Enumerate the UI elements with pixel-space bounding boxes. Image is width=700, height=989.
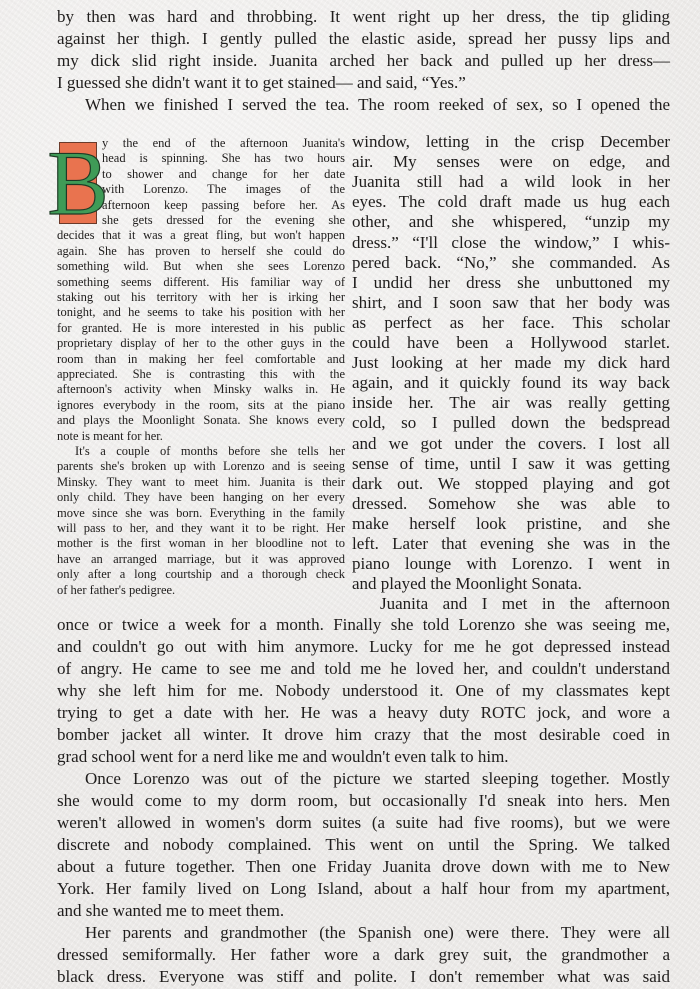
right-column-line: as perfect as her face. This scholar xyxy=(352,312,670,332)
sidebar-text-line: to shower and change for her date xyxy=(102,166,345,181)
sidebar-text-line: room than in making her feel comfortable and xyxy=(57,351,345,366)
sidebar-text-line: parents she's broken up with Lorenzo and is seeing xyxy=(57,459,345,474)
right-column-line: piano lounge with Lorenzo. I went in xyxy=(352,554,670,574)
bottom-text-line: dressed semiformally. Her father wore a dark grey suit, the grandmother a xyxy=(57,945,670,964)
sidebar-text-line: of her father's pedigree. xyxy=(57,582,176,597)
right-column-line: pered back. “No,” she commanded. As xyxy=(352,252,670,272)
right-column-line: eyes. The cold draft made us hug each xyxy=(352,192,670,212)
right-column-line: dark out. We stopped playing and got xyxy=(352,473,670,493)
sidebar-text-line: appreciated. She is contrasting this with the xyxy=(57,367,345,381)
right-column-line: Juanita still had a wild look in her xyxy=(352,172,670,192)
sidebar-text-line: decides that it was a great fling, but won't happen xyxy=(57,228,345,243)
right-column-line: could have been a Hollywood starlet. xyxy=(352,333,670,352)
top-text-line: against her thigh. I gently pulled the elastic aside, spread her pussy lips and xyxy=(57,29,670,48)
sidebar-text-line: and plays the Moonlight Sonata. She knows every xyxy=(57,413,345,428)
sidebar-text-line: proprietary display of her to the other guys in the xyxy=(57,336,345,351)
right-column-line: other, and she whispered, “unzip my xyxy=(352,212,670,232)
bottom-text-line: Once Lorenzo was out of the picture we started sleeping together. Mostly xyxy=(85,769,670,788)
sidebar-text-line: note is meant for her. xyxy=(57,428,163,443)
top-text-line: I guessed she didn't want it to get stained— and said, “Yes.” xyxy=(57,73,466,92)
right-column-line: and played the Moonlight Sonata. xyxy=(352,574,582,594)
bottom-text-line: black dress. Everyone was stiff and polite. I don't remember what was said xyxy=(57,967,670,986)
bottom-text-line: why she left him for me. Nobody understood it. One of my classmates kept xyxy=(57,681,670,700)
right-column-line: left. Later that evening she was in the xyxy=(352,534,670,553)
sidebar-text-line: for granted. He is more interested in his public xyxy=(57,320,345,335)
right-column-line: Juanita and I met in the afternoon xyxy=(380,594,670,614)
right-column-line: make herself look pristine, and she xyxy=(352,513,670,533)
sidebar-text-line: something seems different. His familiar way of xyxy=(57,274,345,289)
bottom-text-line: trying to get a date with her. He was a heavy duty ROTC jock, and wore a xyxy=(57,703,670,722)
sidebar-text-line: only child. They have been hanging on her every xyxy=(57,490,345,505)
bottom-text-line: Her parents and grandmother (the Spanish one) were there. They were all xyxy=(85,923,670,942)
right-column-line: again, and it quickly found its way back xyxy=(352,373,670,393)
bottom-text-line: once or twice a week for a month. Finally she told Lorenzo she was seeing me, xyxy=(57,615,670,634)
sidebar-text-line: she gets dressed for the evening she xyxy=(102,213,345,227)
bottom-text-line: weren't allowed in women's dorm suites (a suite had five rooms), but we were xyxy=(57,813,670,832)
bottom-text-line: bomber jacket all winter. It drove him crazy that the most desirable coed in xyxy=(57,725,670,744)
sidebar-text-line: only after a long courtship and a thorough check xyxy=(57,567,345,582)
right-column-line: dressed. Somehow she was able to xyxy=(352,493,670,513)
sidebar-text-line: Minsky. They want to meet him. Juanita is their xyxy=(57,474,345,489)
sidebar-text-line: have an arranged marriage, but it was approved xyxy=(57,551,345,566)
sidebar-text-line: tonight, and he seems to take his position with her xyxy=(57,305,345,320)
sidebar-text-line: head is spinning. She has two hours xyxy=(102,151,345,166)
sidebar-text-line: ignores everybody in the room, sits at the piano xyxy=(57,397,345,412)
bottom-text-line: she would come to my dorm room, but occasionally I'd sneak into hers. Men xyxy=(57,791,670,810)
right-column-line: dress.” “I'll close the window,” I whis- xyxy=(352,232,670,252)
bottom-text-line: York. Her family lived on Long Island, about a half hour from my apartment, xyxy=(57,879,670,898)
right-column-line: cold, so I pulled down the bedspread xyxy=(352,413,670,433)
sidebar-text-line: move since she was born. Everything in the family xyxy=(57,505,345,520)
sidebar-text-line: with Lorenzo. The images of the xyxy=(102,182,345,197)
sidebar-text-line: afternoon's activity when Minsky walks in. He xyxy=(57,382,345,397)
top-text-line: my dick slid right inside. Juanita arched her back and pulled up her dress— xyxy=(57,51,670,70)
right-column-line: shirt, and I soon saw that her body was xyxy=(352,292,670,312)
sidebar-text-line: staking out his territory with her is irking her xyxy=(57,290,345,304)
right-column-line: and we got under the covers. I lost all xyxy=(352,433,670,453)
drop-cap-initial: B xyxy=(47,132,109,234)
bottom-text-line: of angry. He came to see me and told me he loved her, and couldn't understand xyxy=(57,659,670,678)
right-column-line: inside her. The air was really getting xyxy=(352,393,670,413)
sidebar-text-line: It's a couple of months before she tells her xyxy=(75,444,345,458)
sidebar-text-line: something wild. But when she sees Lorenzo xyxy=(57,259,345,274)
sidebar-text-line: will pass to her, and they want it to be right. Her xyxy=(57,521,345,535)
right-column-line: sense of time, until I saw it was getting xyxy=(352,453,670,473)
bottom-text-line: about a future together. Then one Friday Juanita drove down with me to New xyxy=(57,857,670,876)
bottom-text-line: grad school went for a nerd like me and wouldn't even talk to him. xyxy=(57,747,509,766)
right-column-line: Just looking at her made my dick hard xyxy=(352,353,670,373)
top-text-line: When we finished I served the tea. The room reeked of sex, so I opened the xyxy=(85,95,670,114)
bottom-text-line: discrete and nobody complained. This went on until the Spring. We talked xyxy=(57,835,670,854)
sidebar-text-line: mother is the first woman in her bloodline not to xyxy=(57,536,345,551)
top-text-line: by then was hard and throbbing. It went right up her dress, the tip gliding xyxy=(57,7,670,26)
right-column-line: window, letting in the crisp December xyxy=(352,132,670,151)
right-column-line: I undid her dress she unbuttoned my xyxy=(352,272,670,292)
sidebar-text-line: afternoon keep passing before her. As xyxy=(102,197,345,212)
sidebar-text-line: y the end of the afternoon Juanita's xyxy=(102,136,345,150)
bottom-text-line: and she wanted me to meet them. xyxy=(57,901,285,920)
bottom-text-line: and couldn't go out with him anymore. Lucky for me he got depressed instead xyxy=(57,637,670,656)
right-column-line: air. My senses were on edge, and xyxy=(352,152,670,172)
sidebar-text-line: again. She has proven to herself she could do xyxy=(57,243,345,258)
